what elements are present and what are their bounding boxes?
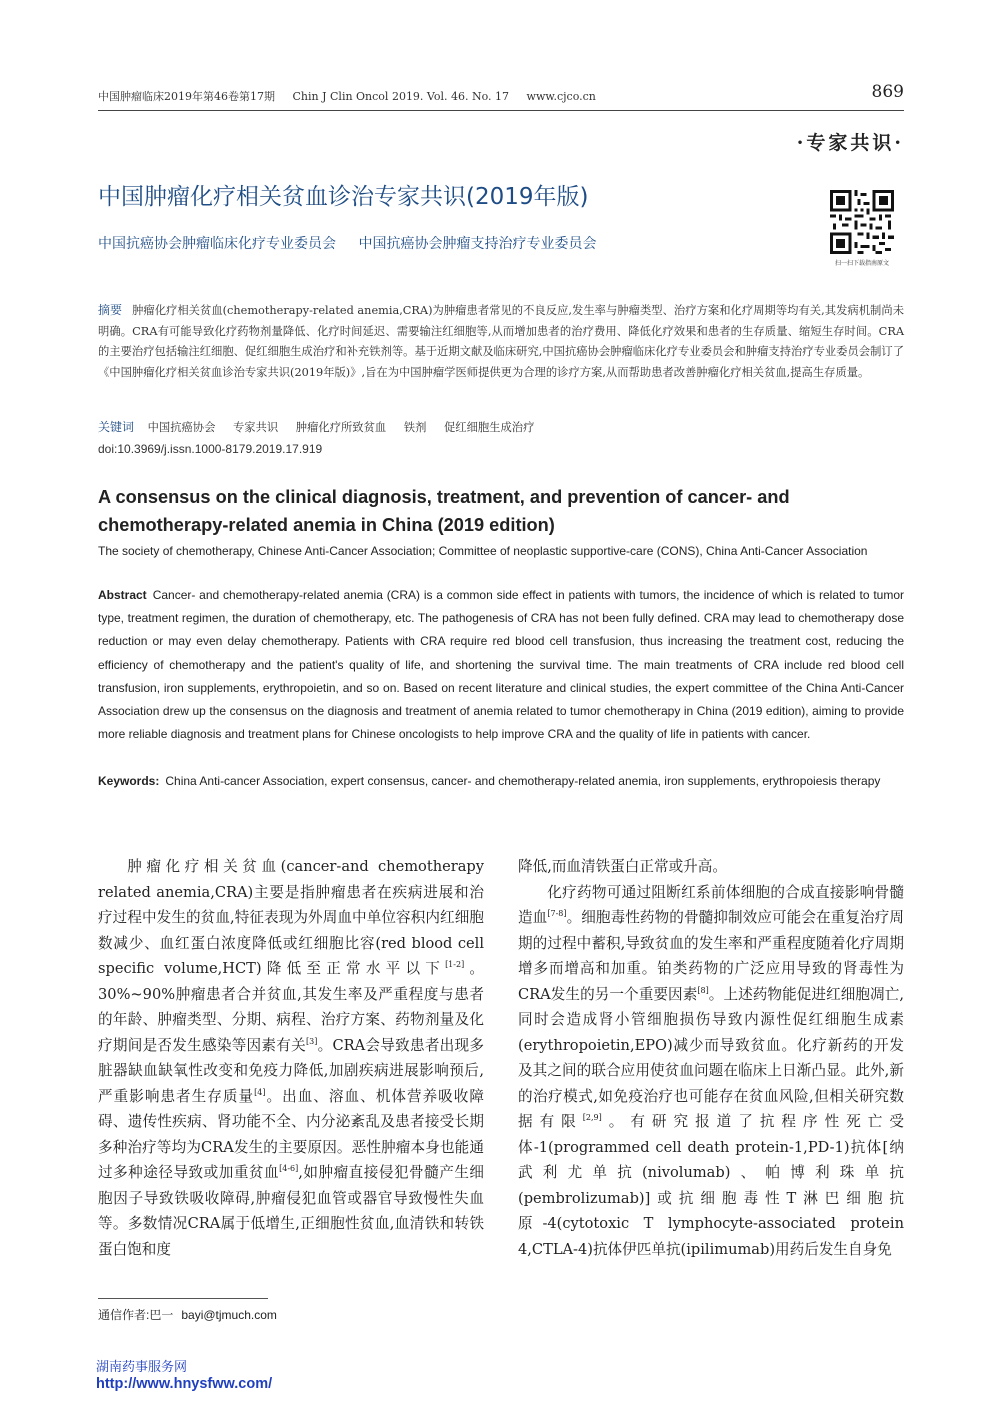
authors-en: The society of chemotherapy, Chinese Anti-Cancer Association; Committee of neoplastic supportive-care (CONS), China Anti-Cancer Association [98,544,868,558]
keywords-cn-label: 关键词 [98,420,135,434]
keywords-en-label: Keywords: [98,774,160,788]
author-email[interactable]: bayi@tjmuch.com [181,1308,277,1322]
author-org-2: 中国抗癌协会肿瘤支持治疗专业委员会 [358,236,597,252]
abstract-cn [98,300,904,383]
citation[interactable]: [8] [697,985,709,995]
abstract-cn-text: 肿瘤化疗相关贫血(chemotherapy-related anemia,CRA)为肿瘤患者常见的不良反应,发生率与肿瘤类型、治疗方案和化疗周期等均有关,其发病机制尚未明确。CRA有可能导致化疗药物剂量降低、化疗时间延迟、需要输注红细胞等,从而增加患者的治疗费用、降低化疗效果和患者的生存质量、缩短生存时间。CRA的主要治疗包括输注红细胞、促红细胞生成治疗和补充铁剂等。基于近期文献及临床研究,中国抗癌协会肿瘤临床化疗专业委员会和肿瘤支持治疗专业委员会制订了《中国肿瘤化疗相关贫血诊治专家共识(2019年版)》,旨在为中国肿瘤学医师提供更为合理的诊疗方案,从而帮助患者改善肿瘤化疗相关贫血,提高生存质量。 [98,304,904,379]
title-cn: 中国肿瘤化疗相关贫血诊治专家共识(2019年版) [98,184,589,210]
body-paragraph: 肿瘤化疗相关贫血(cancer-and chemotherapy related anemia,CRA)主要是指肿瘤患者在疾病进展和治疗过程中发生的贫血,特征表现为外周血中单位容积内红细胞数减少、血红蛋白浓度降低或红细胞比容(red blood cell specific volume,HCT)降低至正常水平以下[1-2]。30%~90%肿瘤患者合并贫血,其发生率及严重程度与患者的年龄、肿瘤类型、分期、病程、治疗方案、药物剂量及化疗期间是否发生感染等因素有关[3]。CRA会导致患者出现多脏器缺血缺氧性改变和免疫力降低,加剧疾病进展影响预后,严重影响患者生存质量[4]。出血、溶血、机体营养吸收障碍、遗传性疾病、肾功能不全、内分泌紊乱及患者接受长期多种治疗等均为CRA发生的主要原因。恶性肿瘤本身也能通过多种途径导致或加重贫血[4-6],如肿瘤直接侵犯骨髓产生细胞因子导致铁吸收障碍,肿瘤侵犯血管或器官导致慢性失血等。多数情况CRA属于低增生,正细胞性贫血,血清铁和转铁蛋白饱和度 [98,858,484,1258]
keywords-en [98,770,904,793]
authors-cn [98,233,596,253]
abstract-en [98,584,904,746]
journal-cn: 中国肿瘤临床2019年第46卷第17期 [98,90,275,103]
keyword-cn: 铁剂 [403,421,427,434]
citation[interactable]: [2,9] [582,1113,602,1123]
journal-en: Chin J Clin Oncol 2019. Vol. 46. No. 17 [292,90,510,103]
keywords-cn [98,418,904,435]
watermark-site-name: 湖南药事服务网 [96,1360,188,1375]
author-org-1: 中国抗癌协会肿瘤临床化疗专业委员会 [98,236,336,252]
title-en: A consensus on the clinical diagnosis, treatment, and prevention of cancer- and chemotherapy-related anemia in China (2019 edition) [98,487,790,535]
citation[interactable]: [3] [305,1036,318,1046]
citation[interactable]: [4-6] [279,1164,299,1174]
body-column-left [98,854,484,1262]
page-number: 869 [871,82,904,102]
journal-citation [98,88,610,104]
corresponding-author-footnote [98,1306,277,1323]
qr-caption: 扫一扫下载指南原文 [834,260,889,267]
body-paragraph: 化疗药物可通过阻断红系前体细胞的合成直接影响骨髓造血[7-8]。细胞毒性药物的骨髓抑制效应可能会在重复治疗周期的过程中蓄积,导致贫血的发生率和严重程度随着化疗周期增多而增高和加重。铂类药物的广泛应用导致的肾毒性为CRA发生的另一个重要因素[8]。上述药物能促进红细胞凋亡,同时会造成肾小管细胞损伤导致内源性促红细胞生成素(erythropoietin,EPO)减少而导致贫血。化疗新药的开发及其之间的联合应用使贫血问题在临床上日渐凸显。此外,新的治疗模式,如免疫治疗也可能存在贫血风险,但相关研究数据有限[2,9]。有研究报道了抗程序性死亡受体-1(programmed cell death protein-1,PD-1)抗体[纳武利尤单抗(nivolumab)、帕博利珠单抗(pembrolizumab)]或抗细胞毒性T淋巴细胞抗原-4(cytotoxic T lymphocyte-associated protein 4,CTLA-4)抗体伊匹单抗(ipilimumab)用药后发生自身免 [518,883,905,1258]
doi: doi:10.3969/j.issn.1000-8179.2019.17.919 [98,442,323,456]
running-header [98,84,904,111]
citation[interactable]: [7-8] [547,909,567,919]
keywords-en-text: China Anti-cancer Association, expert consensus, cancer- and chemotherapy-related anemia, iron supplements, erythropoiesis therapy [165,774,881,788]
watermark-url[interactable]: http://www.hnysfww.com/ [96,1376,273,1392]
abstract-en-label: Abstract [98,588,147,602]
corresponding-author: 通信作者:巴一 [98,1308,174,1322]
keyword-cn: 肿瘤化疗所致贫血 [295,421,387,434]
keyword-cn: 专家共识 [233,421,279,434]
journal-website: www.cjco.cn [526,90,596,103]
abstract-en-text: Cancer- and chemotherapy-related anemia (CRA) is a common side effect in patients with tumors, the incidence of which is related to tumor type, treatment regimen, the duration of chemotherapy, etc. The pathogenesis of CRA has not been fully defined. CRA may lead to chemotherapy dose reduction or may even delay chemotherapy. Patients with CRA require red blood cell transfusion, thus increasing the treatment cost, reducing the efficiency of chemotherapy and the patient's quality of life, and shortening the survival time. The main treatments of CRA include red blood cell transfusion, iron supplements, erythropoietin, and so on. Based on recent literature and clinical studies, the expert committee of the China Anti-Cancer Association drew up the consensus on the diagnosis and treatment of anemia related to tumor chemotherapy in China (2019 edition), aiming to provide more reliable diagnosis and treatment plans for Chinese oncologists to help improve CRA and the quality of life in patients with cancer. [98,588,904,742]
citation[interactable]: [1-2] [445,960,465,970]
footnote-divider [98,1298,268,1299]
body-column-right [518,854,904,1262]
body-paragraph-continued: 降低,而血清铁蛋白正常或升高。 [518,858,727,875]
abstract-cn-label: 摘要 [98,303,123,317]
citation[interactable]: [4] [254,1087,266,1097]
section-tag: ·专家共识· [796,132,904,154]
keyword-cn: 促红细胞生成治疗 [443,421,535,434]
keyword-cn: 中国抗癌协会 [147,421,216,434]
qr-code-icon [830,190,894,254]
